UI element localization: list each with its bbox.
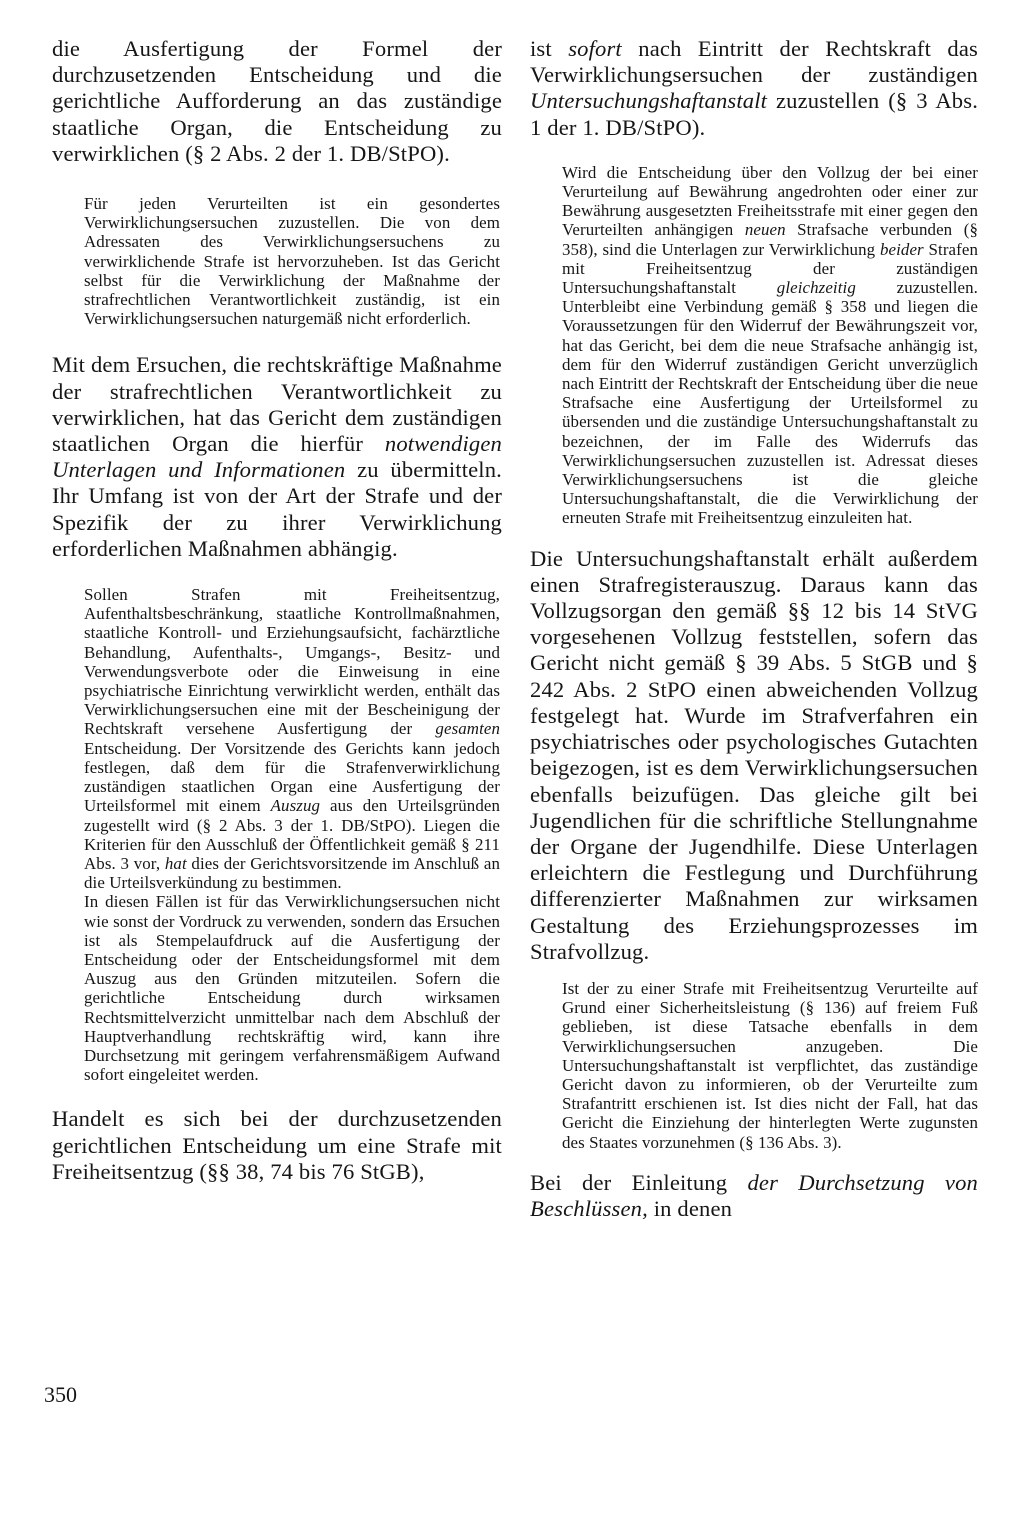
paragraph (52, 36, 502, 167)
paragraph-text: die Ausfertigung der Formel der durchzusetzenden Entscheidung und die gerichtliche Aufforderung an das zuständige staatliche Organ, die Entscheidung zu verwirklichen (§ 2 Abs. 2 der 1. DB/StPO). (52, 36, 502, 166)
emphasis-text: notwendigen Unterlagen und Informationen (52, 431, 502, 483)
note-text: Strafsache verbunden (§ 358), sind die Unterlagen zur Verwirklichung (562, 220, 978, 259)
emphasis-text: gesamten (435, 719, 501, 739)
right-column (530, 36, 978, 1222)
emphasis-text: hat (164, 853, 187, 873)
note-text: aus den Urteilsgründen zugestellt wird (§ 2 Abs. 3 der 1. DB/StPO). Liegen die Kriterien für den Ausschluß der Öffentlichkeit gemäß § 211 Abs. 3 vor, (84, 796, 501, 873)
indented-note (530, 163, 978, 528)
emphasis-text: neuen (744, 220, 786, 240)
note-text: Für jeden Verurteilten ist ein gesondertes Verwirklichungsersuchen zuzustellen. Die von dem Adressaten des Verwirklichungsersuchens zu verwirklichende Strafe ist hervorzuheben. Ist das Gericht selbst für die Verwirklichung der Maßnahme der strafrechtlichen Verantwortlichkeit zuständig, ist ein Verwirklichungsersuchen naturgemäß nicht erforderlich. (84, 194, 500, 329)
paragraph-text: in denen (653, 1195, 733, 1221)
paragraph (52, 1106, 502, 1185)
paragraph-text: zuzustellen (§ 3 Abs. 1 der 1. DB/StPO). (530, 88, 978, 140)
note-text: dies der Gerichtsvorsitzende im Anschluß an die Urteilsverkündung zu bestimmen. (84, 853, 500, 893)
indented-note (530, 979, 978, 1152)
emphasis-text: beider (879, 239, 924, 259)
paragraph-text: ist (530, 36, 552, 61)
emphasis-text: der Durchsetzung von Beschlüssen, (530, 1169, 978, 1221)
left-column (52, 36, 502, 1185)
emphasis-text: gleichzeitig (776, 278, 856, 298)
indented-note (52, 194, 502, 328)
note-text: Sollen Strafen mit Freiheitsentzug, Aufenthaltsbeschränkung, staatliche Kontrollmaßnahmen, staatliche Kontroll- und Erziehungsaufsicht, fachärztliche Behandlung, Aufenthalts-, Umgangs-, Besitz- und Verwendungsverbote oder die Einweisung in eine psychiatrische Einrichtung verwirklicht werden, enthält das Verwirklichungsersuchen eine mit der Bescheinigung der Rechtskraft versehene Ausfertigung der (84, 585, 500, 739)
paragraph-text: zu übermitteln. Ihr Umfang ist von der Art der Strafe und der Spezifik der zu ihrer Verwirklichung erforderlichen Maßnahmen abhängig. (52, 457, 502, 561)
paragraph-text: Bei der Einleitung (530, 1169, 728, 1195)
note-text: Strafen mit Freiheitsentzug der zuständigen Untersuchungshaftanstalt (562, 239, 979, 298)
page-number: 350 (44, 1382, 77, 1407)
indented-note (52, 585, 502, 892)
paragraph (52, 352, 502, 562)
note-text: In diesen Fällen ist für das Verwirklichungsersuchen nicht wie sonst der Vordruck zu verwenden, sondern das Ersuchen ist als Stempelaufdruck auf die Ausfertigung der Entscheidung oder der Entscheidungsformel mit dem Auszug aus den Gründen mitzuteilen. Sofern die gerichtliche Entscheidung durch wirksamen Rechtsmittelverzicht unmittelbar nach dem Abschluß der Hauptverhandlung rechtskräftig wird, kann ihre Durchsetzung mit geringem verfahrensmäßigem Aufwand sofort eingeleitet werden. (84, 892, 500, 1085)
note-text: Wird die Entscheidung über den Vollzug der bei einer Verurteilung auf Bewährung angedrohten oder einer zur Bewährung ausgesetzten Freiheitsstrafe mit einer gegen den Verurteilten anhängigen (562, 162, 978, 240)
paragraph (530, 36, 978, 141)
paragraph (530, 546, 978, 965)
note-text: zuzustellen. Unterbleibt eine Verbindung gemäß § 358 und liegen die Voraussetzungen für den Widerruf der Bewährungszeit vor, hat das Gericht, bei dem die neue Strafsache anhängig ist, dem für den Widerruf zuständigen Gericht unverzüglich nach Eintritt der Rechtskraft der Entscheidung über die neue Strafsache eine Ausfertigung der Urteilsformel zu übersenden und die zuständige Untersuchungshaftanstalt zu bezeichnen, der im Falle des Widerrufs das Verwirklichungsersuchen zuzustellen ist. Adressat dieses Verwirklichungsersuchens ist die gleiche Untersuchungshaftanstalt, die die Verwirklichung der erneuten Strafe mit Freiheitsentzug einzuleiten hat. (562, 278, 978, 528)
paragraph-text: Die Untersuchungshaftanstalt erhält außerdem einen Strafregisterauszug. Daraus kann das Vollzugsorgan den gemäß §§ 12 bis 14 StVG vorgesehenen Vollzug feststellen, sofern das Gericht nicht gemäß § 39 Abs. 5 StGB und § 242 Abs. 2 StPO einen abweichenden Vollzug festgelegt hat. Wurde im Strafverfahren ein psychiatrisches oder psychologisches Gutachten beigezogen, ist es dem Verwirklichungsersuchen ebenfalls beizufügen. Das gleiche gilt bei Jugendlichen für die schriftliche Stellungnahme der Organe der Jugendhilfe. Diese Unterlagen erleichtern die Festlegung und Durchführung differenzierter Maßnahmen zur wirksamen Gestaltung des Erziehungsprozesses im Strafvollzug. (530, 545, 978, 964)
paragraph-text: Handelt es sich bei der durchzusetzenden gerichtlichen Entscheidung um eine Strafe mit Freiheitsentzug (§§ 38, 74 bis 76 StGB), (52, 1106, 502, 1184)
indented-note (52, 892, 502, 1084)
paragraph-text: nach Eintritt der Rechtskraft das Verwirklichungsersuchen der zuständigen (530, 36, 978, 88)
emphasis-text: sofort (568, 36, 622, 61)
note-text: Ist der zu einer Strafe mit Freiheitsentzug Verurteilte auf Grund einer Sicherheitsleistung (§ 136) auf freiem Fuß geblieben, ist diese Tatsache ebenfalls in dem Verwirklichungsersuchen anzugeben. Die Untersuchungshaftanstalt ist verpflichtet, das zuständige Gericht davon zu informieren, ob der Verurteilte zum Strafantritt erschienen ist. Ist dies nicht der Fall, hat das Gericht die Einziehung der hinterlegten Werte zugunsten des Staates vorzunehmen (§ 136 Abs. 3). (562, 978, 978, 1152)
note-text: Entscheidung. Der Vorsitzende des Gerichts kann jedoch festlegen, daß dem für die Strafenverwirklichung zuständigen staatlichen Organ eine Ausfertigung der Urteilsformel mit einem (84, 738, 500, 816)
emphasis-text: Auszug (270, 796, 321, 816)
paragraph-text: Mit dem Ersuchen, die rechtskräftige Maßnahme der strafrechtlichen Verantwortlichkeit zu verwirklichen, hat das Gericht dem zuständigen staatlichen Organ die hierfür (52, 352, 502, 457)
emphasis-text: Untersuchungshaftanstalt (530, 88, 768, 114)
paragraph (530, 1170, 978, 1222)
